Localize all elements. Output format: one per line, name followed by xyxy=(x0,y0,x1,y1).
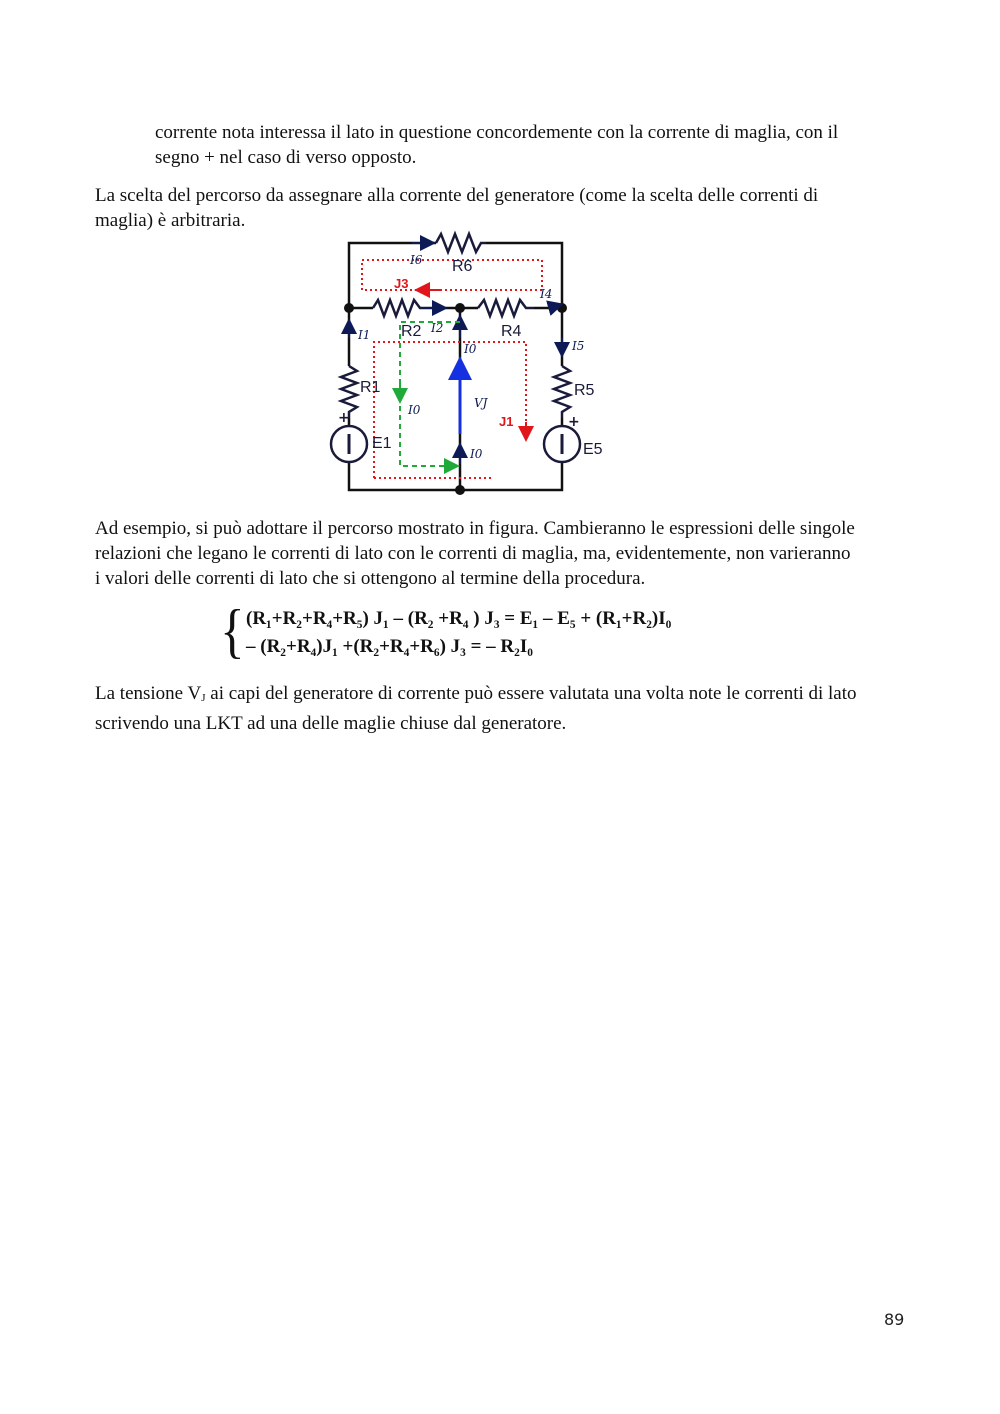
wires xyxy=(349,243,562,490)
text-line: scrivendo una LKT ad una delle maglie chiuse dal generatore. xyxy=(95,713,567,734)
circuit-diagram xyxy=(328,226,610,498)
label-e1: E1 xyxy=(372,435,392,452)
text-line: maglia) è arbitraria. xyxy=(95,210,246,231)
text-line xyxy=(95,681,915,711)
text-line: La scelta del percorso da assegnare alla corrente del generatore (come la scelta delle correnti di xyxy=(95,185,819,206)
text-line: corrente nota interessa il lato in questione concordemente con la corrente di maglia, con il xyxy=(155,122,839,143)
page-number: 89 xyxy=(884,1310,905,1329)
text-line: Ad esempio, si può adottare il percorso mostrato in figura. Cambieranno le espressioni delle singole xyxy=(95,518,855,539)
label-j3: J3 xyxy=(394,276,409,291)
nodes xyxy=(344,303,567,495)
label-i0-left: I0 xyxy=(408,403,421,417)
label-e5: E5 xyxy=(583,441,603,458)
label-plus-e1: + xyxy=(338,410,350,426)
paragraph-continuation xyxy=(155,120,915,170)
text-line: i valori delle correnti di lato che si ottengono al termine della procedura. xyxy=(95,568,646,589)
paragraph-example xyxy=(95,516,915,591)
label-vj: VJ xyxy=(474,396,488,410)
paragraph-voltage xyxy=(95,681,915,736)
label-i2: I2 xyxy=(431,321,444,335)
label-r2: R2 xyxy=(401,323,422,340)
voltage-source-e5 xyxy=(544,426,580,462)
text-line: relazioni che legano le correnti di lato con le correnti di maglia, ma, evidentemente, non varieranno xyxy=(95,543,851,564)
label-plus-e5: + xyxy=(568,414,580,430)
label-r1: R1 xyxy=(360,379,381,396)
equation-row-1: (R₁+R₂+R₄+R₅) J₁ – (R₂ +R₄ ) J₃ = E₁ – E₅ + (R₁+R₂)I₀ xyxy=(246,608,672,629)
label-i0-bottom: I0 xyxy=(470,447,483,461)
resistor-r6 xyxy=(436,234,486,252)
equation-system xyxy=(218,598,778,668)
label-r4: R4 xyxy=(501,323,522,340)
resistor-r4 xyxy=(478,300,534,316)
label-j1: J1 xyxy=(499,414,514,429)
generator-current-path xyxy=(400,322,460,466)
equation-row-2: – (R₂+R₄)J₁ +(R₂+R₄+R₆) J₃ = – R₂I₀ xyxy=(246,636,533,657)
resistor-r2 xyxy=(373,300,428,316)
label-i4: I4 xyxy=(540,287,553,301)
voltage-source-e1 xyxy=(331,426,367,462)
label-i5: I5 xyxy=(572,339,585,353)
current-arrows xyxy=(349,243,562,464)
mesh-loop-j1 xyxy=(374,342,526,478)
brace-symbol: { xyxy=(220,598,245,664)
subscript: J xyxy=(201,692,206,704)
label-r5: R5 xyxy=(574,382,595,399)
text-segment: La tensione V xyxy=(95,683,202,704)
label-i0-top: I0 xyxy=(464,342,477,356)
label-i1: I1 xyxy=(358,328,371,342)
label-i6: I6 xyxy=(410,253,423,267)
label-r6: R6 xyxy=(452,258,473,275)
text-segment: ai capi del generatore di corrente può essere valutata una volta note le correnti di lato xyxy=(205,683,857,704)
resistor-r5 xyxy=(554,366,570,418)
text-line: segno + nel caso di verso opposto. xyxy=(155,147,417,168)
